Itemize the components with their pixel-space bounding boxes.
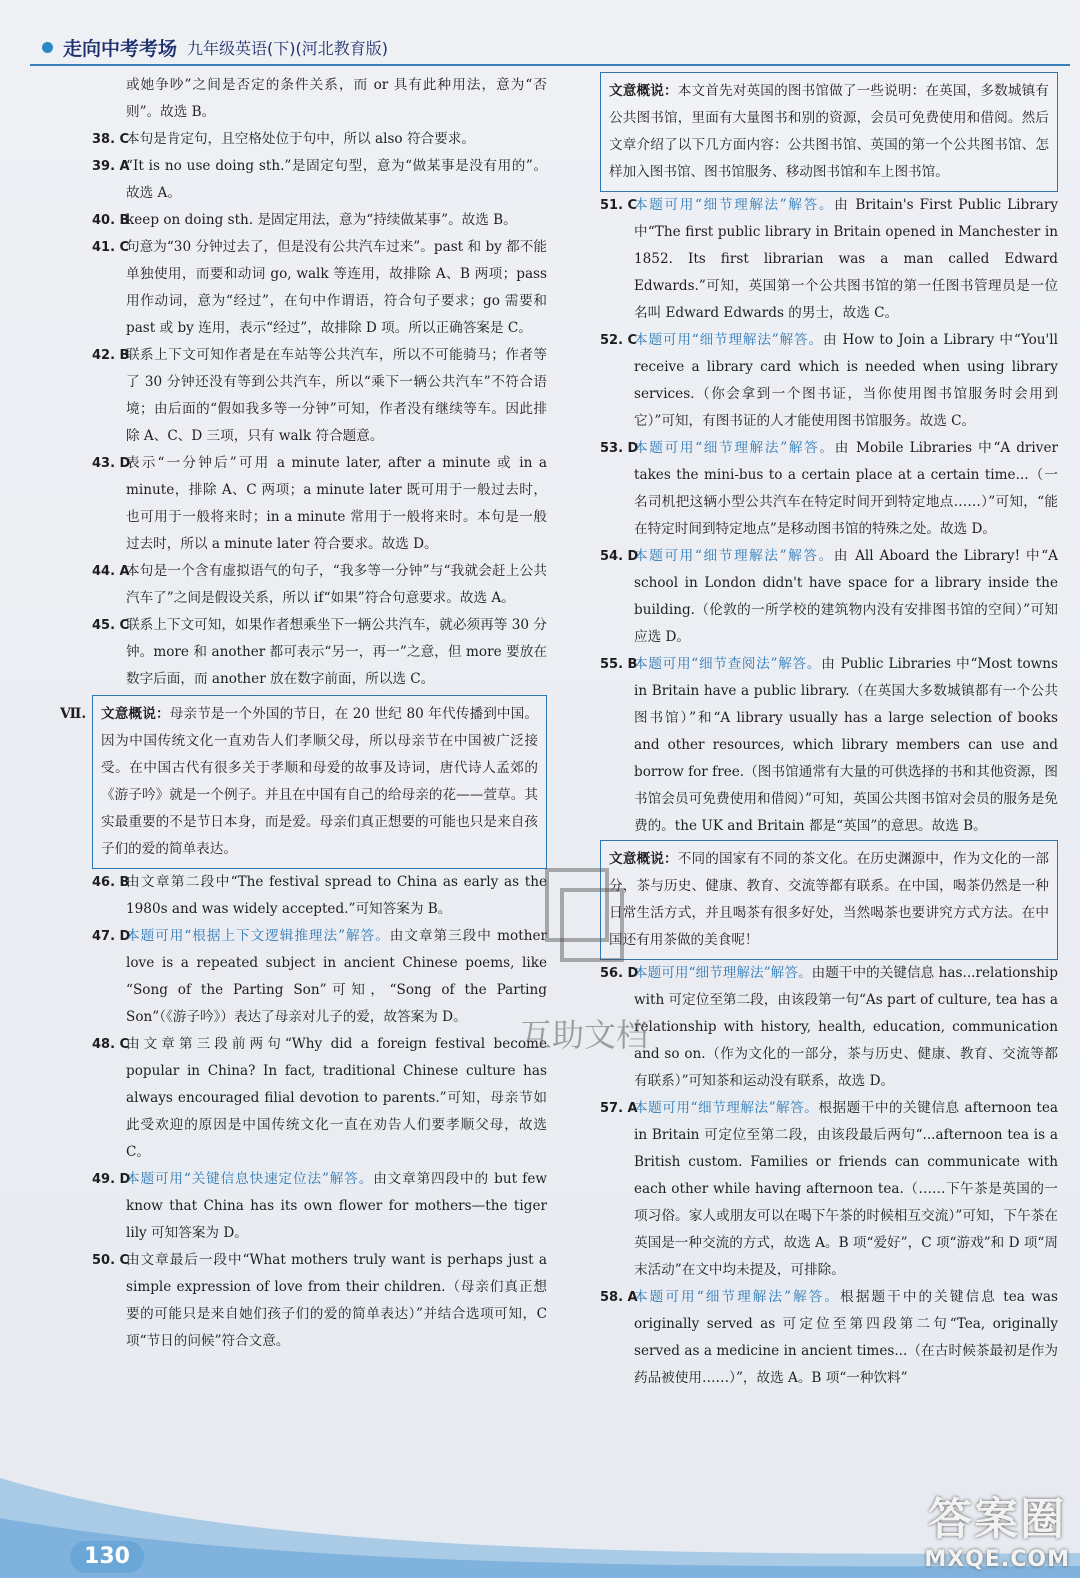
summary-label: 文意概说：: [609, 83, 678, 99]
watermark-logo-icon: [532, 860, 632, 970]
answer-item-51: 51. C 本题可用“细节理解法”解答。由 Britain's First Public Library 中“The first public library in Britain opened in Manchester in 1852. Its first librarian was a man called Edward Edwards.”可知，英国第一个公共图书馆的第一任图书管理员是一位名叫 Edward Edwards 的男士，故选 C。: [600, 197, 1058, 321]
header-dot-icon: [42, 42, 53, 53]
answer-item-47: 47. D 本题可用“根据上下文逻辑推理法”解答。由文章第三段中 mother love is a repeated subject in ancient Chinese poems, like “Song of the Parting Son”可知，“Song of the Parting Son”（《游子吟》）表达了母亲对儿子的爱，故答案为 D。: [92, 928, 548, 1025]
summary-text: 不同的国家有不同的茶文化。在历史渊源中，作为文化的一部分，茶与历史、健康、教育、交流等都有联系。在中国，喝茶仍然是一种日常生活方式，并且喝茶有很多好处，当然喝茶也要讲究方式方法。在中国还有用茶做的美食呢！: [609, 851, 1050, 948]
header-divider: [30, 64, 1070, 66]
answer-item-49: 49. D 本题可用“关键信息快速定位法”解答。由文章第四段中的 but few know that China has its own flower for mothers—the tiger lily 可知答案为 D。: [92, 1171, 547, 1241]
answer-item-57: 57. A 本题可用“细节理解法”解答。根据题干中的关键信息 afternoon tea in Britain 可定位至第二段，由该段最后两句“...afternoon tea is a British custom. Families or friends can communicate with each other while having afternoon tea.（……下午茶是英国的一项习俗。家人或朋友可以在喝下午茶的时候相互交流）”可知，下午茶在英国是一种交流的方式，故选 A。B 项“爱好”，C 项“游戏”和 D 项“周末活动”在文中均未提及，可排除。: [600, 1100, 1058, 1278]
answer-list-4: [600, 960, 1058, 1392]
answer-list-3: [600, 192, 1058, 840]
summary-label: 文意概说：: [101, 706, 170, 722]
answer-item-46: 46. B 由文章第二段中“The festival spread to China as early as the 1980s and was widely accepted.”可知答案为 B。: [92, 874, 547, 917]
header: [42, 34, 388, 61]
watermark-text: 互助文档: [520, 1016, 649, 1054]
page-number: 130: [70, 1541, 144, 1573]
book-subtitle: 九年级英语(下)(河北教育版): [187, 39, 388, 58]
answer-list: [92, 126, 547, 693]
left-column: [60, 72, 548, 1355]
answer-item-42: 42. B 联系上下文可知作者是在车站等公共汽车，所以不可能骑马；作者等了 30 分钟还没有等到公共汽车，所以“乘下一辆公共汽车”不符合语境；由后面的“假如我多等一分钟”可知，作者没有继续等车。因此排除 A、C、D 三项，只有 walk 符合题意。: [92, 347, 547, 444]
answer-item-45: 45. C 联系上下文可知，如果作者想乘坐下一辆公共汽车，就必须再等 30 分钟。more 和 another 都可表示“另一，再一”之意，但 more 要放在数字后面，而 another 放在数字前面，所以选 C。: [92, 617, 547, 687]
answer-item-50: 50. C 由文章最后一段中“What mothers truly want is perhaps just a simple expression of love from their children.（母亲们真正想要的可能只是来自她们孩子们的爱的简单表达）”并结合选项可知，C 项“节日的问候”符合文意。: [92, 1252, 547, 1349]
answer-list-2: [92, 869, 547, 1355]
summary-box-mothers-day: [92, 695, 547, 869]
summary-label: 文意概说：: [609, 851, 678, 867]
answer-item-52: 52. C 本题可用“细节理解法”解答。由 How to Join a Library 中“You'll receive a library card which is needed when using library services.（你会拿到一个图书证，当你使用图书馆服务时会用到它）”可知，有图书证的人才能使用图书馆服务。故选 C。: [600, 332, 1058, 429]
continued-text: 或她争吵”之间是否定的条件关系，而 or 具有此种用法，意为“否则”。故选 B。: [126, 77, 547, 120]
corner-logo-site: MXQE.COM: [924, 1547, 1070, 1572]
answer-item-38: 38. C 本句是肯定句，且空格处位于句中，所以 also 符合要求。: [92, 131, 475, 147]
answer-item-56: 56. D 本题可用“细节理解法”解答。由题干中的关键信息 has...relationship with 可定位至第二段，由该段第一句“As part of culture, tea has a relationship with history, health, education, communication and so on.（作为文化的一部分，茶与历史、健康、教育、交流等都有联系）”可知茶和运动没有联系，故选 D。: [600, 965, 1058, 1089]
right-column: [600, 72, 1058, 1392]
summary-box-libraries: [600, 72, 1058, 192]
bottom-wave-decoration: [0, 1458, 1080, 1578]
answer-item-58: 58. A 本题可用“细节理解法”解答。根据题干中的关键信息 tea was originally served as 可定位至第四段第二句“Tea, originally served as a medicine in ancient times...（在古时候茶最初是作为药品被使用……）”，故选 A。B 项“一种饮料”: [600, 1289, 1058, 1386]
answer-item-44: 44. A 本句是一个含有虚拟语气的句子，“我多等一分钟”与“我就会赶上公共汽车了”之间是假设关系，所以 if“如果”符合句意要求。故选 A。: [92, 563, 547, 606]
corner-logo: [924, 1483, 1070, 1572]
answer-item-39: 39. A “It is no use doing sth.”是固定句型，意为“做某事是没有用的”。故选 A。: [92, 158, 547, 201]
answer-item-40: 40. B keep on doing sth. 是固定用法，意为“持续做某事”。故选 B。: [92, 212, 517, 228]
summary-box-tea: [600, 840, 1058, 960]
answer-item-54: 54. D 本题可用“细节理解法”解答。由 All Aboard the Library! 中“A school in London didn't have space for a library inside the building.（伦敦的一所学校的建筑物内没有安排图书馆的空间）”可知应选 D。: [600, 548, 1058, 645]
answer-item-43: 43. D 表示“一分钟后”可用 a minute later, after a minute 或 in a minute，排除 A、C 两项；a minute later 既可用于一般过去时，也可用于一般将来时；in a minute 常用于一般将来时。本句是一般过去时，所以 a minute later 符合要求。故选 D。: [92, 455, 547, 552]
section-7-label: Ⅶ.: [60, 706, 87, 722]
corner-logo-main: 答案圈: [928, 1494, 1067, 1545]
answer-item-55: 55. B 本题可用“细节查阅法”解答。由 Public Libraries 中“Most towns in Britain have a public library.（在英国大多数城镇都有一个公共图书馆）”和“A library usually has a large selection of books and other resources, which library members can use and borrow for free.（图书馆通常有大量的可供选择的书和其他资源，图书馆会员可免费使用和借阅）”可知，英国公共图书馆对会员的服务是免费的。the UK and Britain 都是“英国”的意思。故选 B。: [600, 656, 1058, 834]
answer-item-41: 41. C 句意为“30 分钟过去了，但是没有公共汽车过来”。past 和 by 都不能单独使用，而要和动词 go, walk 等连用，故排除 A、B 两项；pass 用作动词，意为“经过”，在句中作谓语，符合句子要求；go 需要和 past 或 by 连用，表示“经过”，故排除 D 项。所以正确答案是 C。: [92, 239, 547, 336]
summary-text: 本文首先对英国的图书馆做了一些说明：在英国，多数城镇有公共图书馆，里面有大量图书和别的资源，会员可免费使用和借阅。然后文章介绍了以下几方面内容：公共图书馆、英国的第一个公共图书馆、怎样加入图书馆、图书馆服务、移动图书馆和车上图书馆。: [609, 83, 1050, 180]
answer-item-53: 53. D 本题可用“细节理解法”解答。由 Mobile Libraries 中“A driver takes the mini-bus to a certain place at a certain time...（一名司机把这辆小型公共汽车在特定时间开到特定地点……）”可知，“能在特定时间到特定地点”是移动图书馆的特殊之处。故选 D。: [600, 440, 1058, 537]
section-7: [60, 695, 547, 869]
answer-item-48: 48. C 由文章第三段前两句“Why did a foreign festival become popular in China? In fact, traditional Chinese culture has always encouraged filial devotion to parents.”可知，母亲节如此受欢迎的原因是中国传统文化一直在劝告人们要孝顺父母，故选 C。: [92, 1036, 547, 1160]
summary-text: 母亲节是一个外国的节日，在 20 世纪 80 年代传播到中国。因为中国传统文化一直劝告人们孝顺父母，所以母亲节在中国被广泛接受。在中国古代有很多关于孝顺和母爱的故事及诗词，唐代诗人孟郊的《游子吟》就是一个例子。并且在中国有自己的给母亲的花——萱草。其实最重要的不是节日本身，而是爱。母亲们真正想要的可能也只是来自孩子们的爱的简单表达。: [101, 706, 538, 857]
book-title: 走向中考考场: [63, 38, 178, 60]
